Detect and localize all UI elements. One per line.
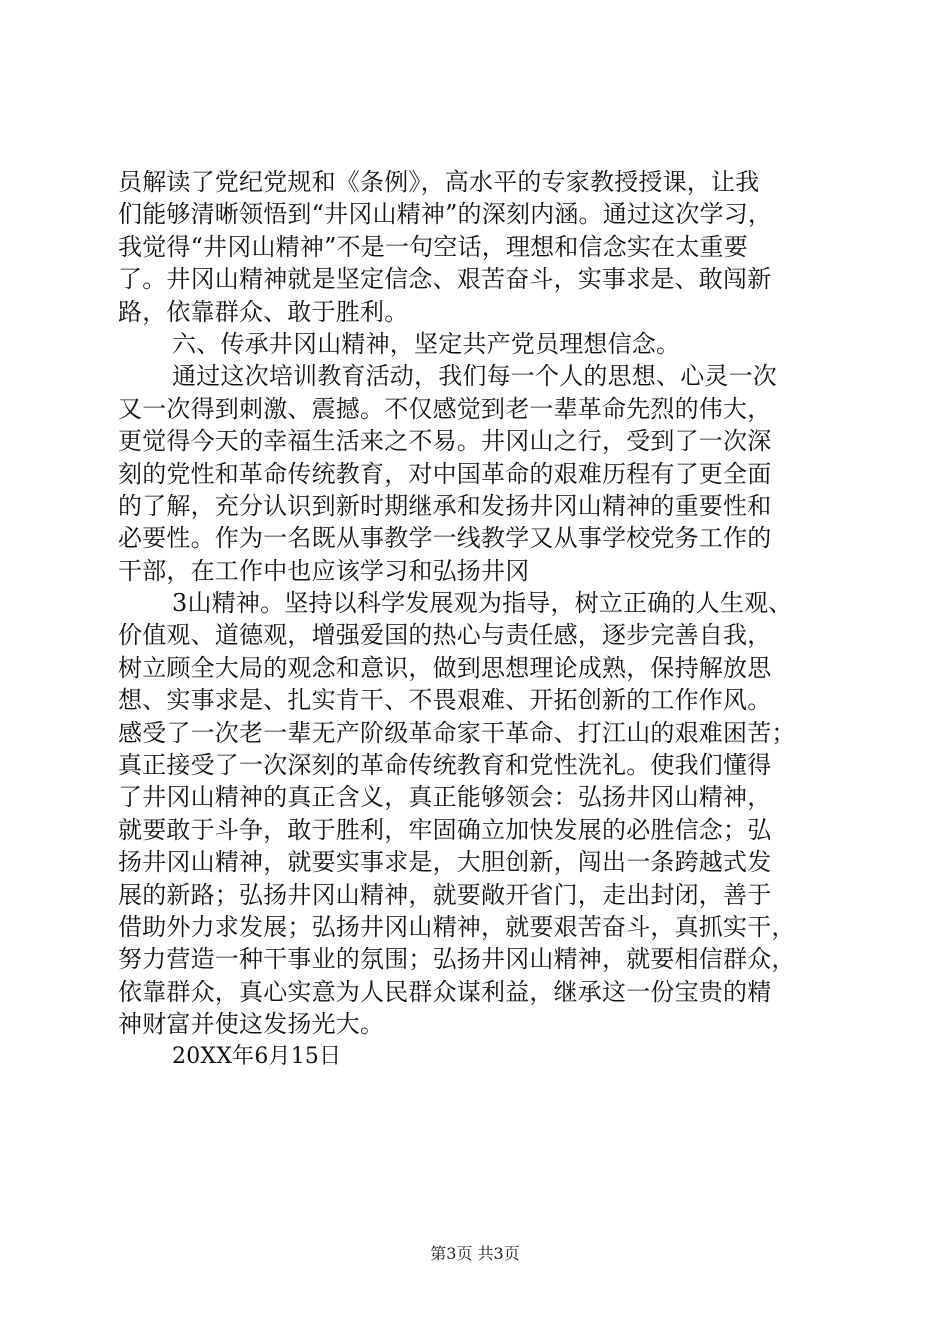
document-body bbox=[118, 166, 838, 1073]
text-line: 3山精神。坚持以科学发展观为指导，树立正确的人生观、 bbox=[172, 589, 793, 618]
text-line: 努力营造一种干事业的氛围；弘扬井冈山精神，就要相信群众， bbox=[118, 945, 796, 974]
text-line: 路，依靠群众、敢于胜利。 bbox=[118, 297, 409, 326]
text-line: 神财富并使这发扬光大。 bbox=[118, 1010, 385, 1039]
text-line: 了井冈山精神的真正含义，真正能够领会：弘扬井冈山精神， bbox=[118, 783, 772, 812]
text-line: 刻的党性和革命传统教育，对中国革命的艰难历程有了更全面 bbox=[118, 459, 772, 488]
text-line: 干部，在工作中也应该学习和弘扬井冈 bbox=[118, 556, 530, 585]
text-line: 展的新路；弘扬井冈山精神，就要敞开省门，走出封闭，善于 bbox=[118, 880, 772, 909]
document-date: 20XX年6月15日 bbox=[172, 1043, 342, 1069]
text-line: 通过这次培训教育活动，我们每一个人的思想、心灵一次 bbox=[172, 362, 777, 391]
text-line: 价值观、道德观，增强爱国的热心与责任感，逐步完善自我， bbox=[118, 621, 772, 650]
text-line: 了。井冈山精神就是坚定信念、艰苦奋斗，实事求是、敢闯新 bbox=[118, 265, 772, 294]
text-line: 更觉得今天的幸福生活来之不易。井冈山之行，受到了一次深 bbox=[118, 427, 772, 456]
text-line: 感受了一次老一辈无产阶级革命家干革命、打江山的艰难困苦； bbox=[118, 718, 796, 747]
text-line: 就要敢于斗争，敢于胜利，牢固确立加快发展的必胜信念；弘 bbox=[118, 815, 772, 844]
text-line: 真正接受了一次深刻的革命传统教育和党性洗礼。使我们懂得 bbox=[118, 751, 772, 780]
text-line: 又一次得到刺激、震撼。不仅感觉到老一辈革命先烈的伟大， bbox=[118, 394, 772, 423]
text-line: 必要性。作为一名既从事教学一线教学又从事学校党务工作的 bbox=[118, 524, 772, 553]
text-line: 依靠群众，真心实意为人民群众谋利益，继承这一份宝贵的精 bbox=[118, 977, 772, 1006]
section-heading: 六、传承井冈山精神，坚定共产党员理想信念。 bbox=[172, 329, 681, 358]
text-line: 树立顾全大局的观念和意识，做到思想理论成熟，保持解放思 bbox=[118, 653, 772, 682]
text-line: 员解读了党纪党规和《条例》，高水平的专家教授授课，让我 bbox=[118, 168, 760, 196]
page-number: 第3页 共3页 bbox=[430, 1244, 520, 1263]
text-line: 借助外力求发展；弘扬井冈山精神，就要艰苦奋斗，真抓实干， bbox=[118, 912, 796, 941]
text-line: 我觉得“井冈山精神”不是一句空话，理想和信念实在太重要 bbox=[118, 232, 748, 261]
page-footer bbox=[0, 1244, 950, 1264]
text-line: 的了解，充分认识到新时期继承和发扬井冈山精神的重要性和 bbox=[118, 491, 772, 520]
text-line: 扬井冈山精神，就要实事求是，大胆创新，闯出一条跨越式发 bbox=[118, 848, 772, 877]
text-line: 想、实事求是、扎实肯干、不畏艰难、开拓创新的工作作风。 bbox=[118, 686, 772, 715]
text-line: 们能够清晰领悟到“井冈山精神”的深刻内涵。通过这次学习， bbox=[118, 200, 773, 229]
